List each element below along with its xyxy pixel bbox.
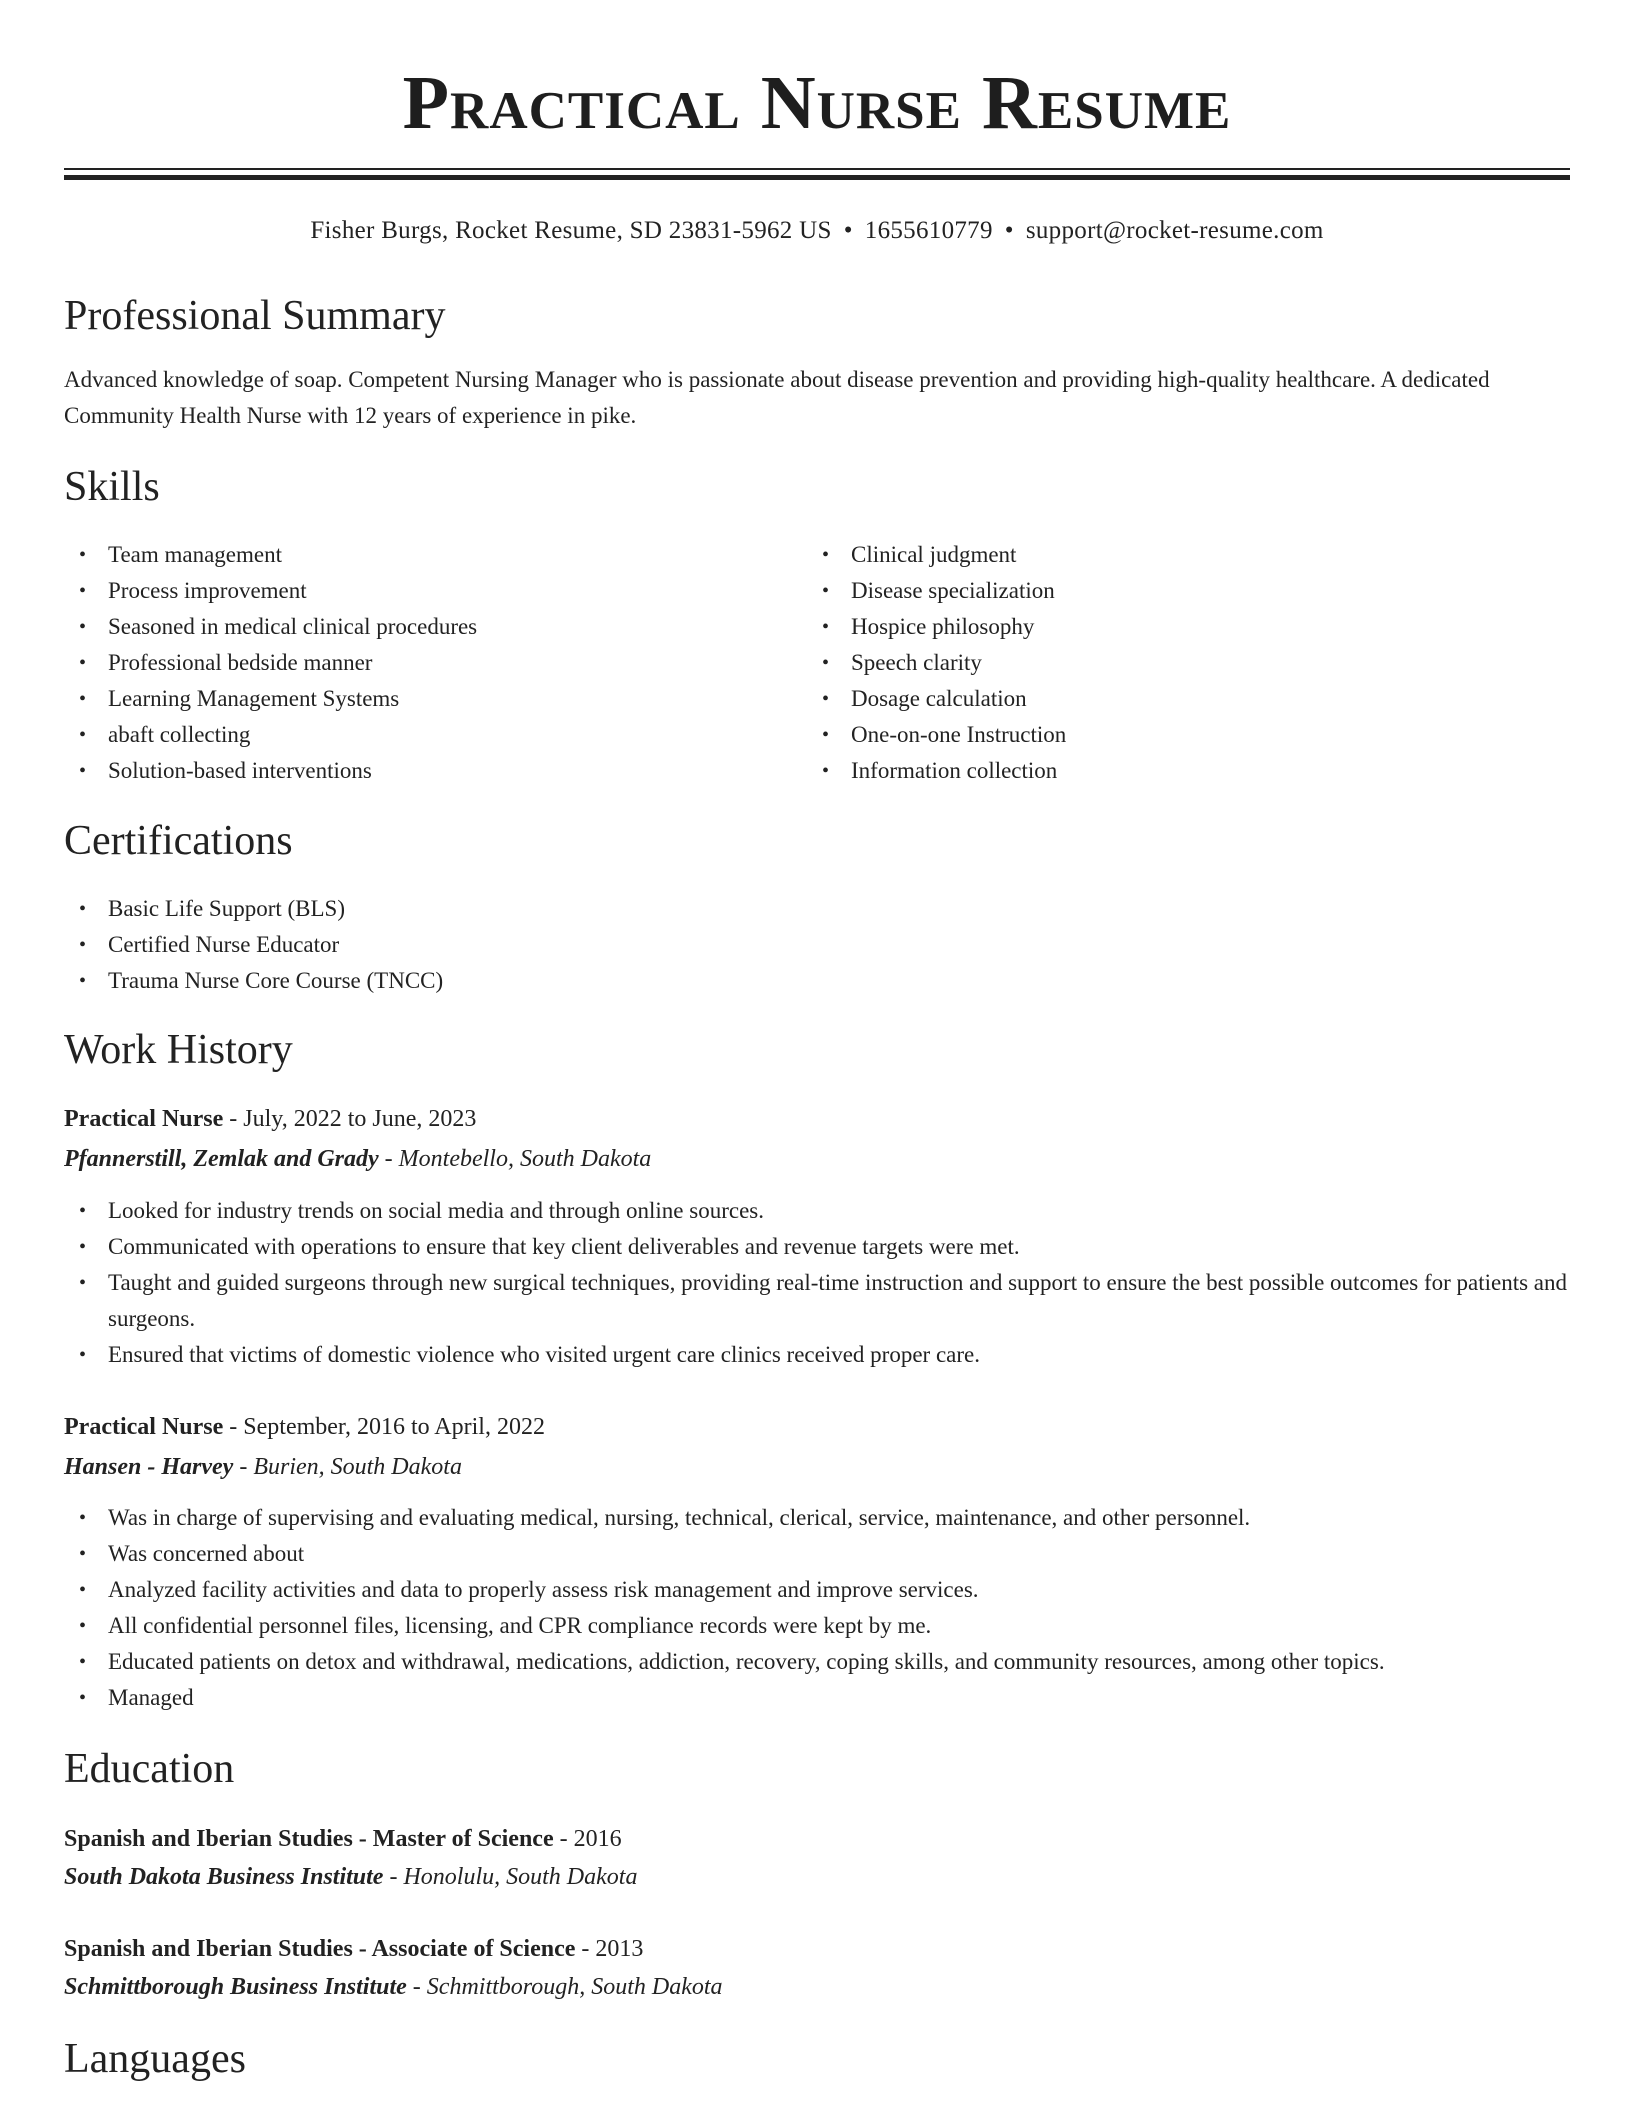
education-location: Honolulu, South Dakota xyxy=(403,1864,638,1890)
education-degree: Spanish and Iberian Studies - Associate of Science xyxy=(64,1936,576,1962)
job-bullets xyxy=(64,1193,1570,1373)
job-company-line xyxy=(64,1141,651,1177)
section-heading-skills: Skills xyxy=(64,464,160,510)
skill-item: • Learning Management Systems xyxy=(64,681,804,717)
education-dash: - xyxy=(575,1936,596,1962)
job-role: Practical Nurse xyxy=(64,1106,224,1132)
education-dash: - xyxy=(383,1864,404,1890)
certification-item: • Basic Life Support (BLS) xyxy=(64,891,1570,927)
job-location: Burien, South Dakota xyxy=(253,1454,462,1480)
job-bullet: • All confidential personnel files, licensing, and CPR compliance records were kept by me. xyxy=(64,1608,1570,1644)
education-degree: Spanish and Iberian Studies - Master of Science xyxy=(64,1826,554,1852)
skills-list-left xyxy=(64,537,804,789)
summary-text: Advanced knowledge of soap. Competent Nursing Manager who is passionate about disease prevention and providing high-quality healthcare. A dedicated Community Health Nurse with 12 years of experience in pike. xyxy=(64,367,1490,428)
title-rule-thick xyxy=(64,175,1570,180)
section-heading-education: Education xyxy=(64,1746,235,1792)
job-dash: - xyxy=(378,1146,399,1172)
job-bullet: • Educated patients on detox and withdrawal, medications, addiction, recovery, coping skills, and community resources, among other topics. xyxy=(64,1644,1570,1680)
skill-item: • Seasoned in medical clinical procedures xyxy=(64,609,804,645)
education-school-line xyxy=(64,1969,723,2005)
contact-separator: • xyxy=(843,217,853,244)
education-school-line xyxy=(64,1859,637,1895)
section-heading-certifications: Certifications xyxy=(64,818,293,864)
job-title-line xyxy=(64,1409,545,1445)
job-bullet: • Looked for industry trends on social media and through online sources. xyxy=(64,1193,1570,1229)
skill-item: • One-on-one Instruction xyxy=(807,717,1547,753)
contact-line xyxy=(64,214,1570,248)
certification-item: • Trauma Nurse Core Course (TNCC) xyxy=(64,963,1570,999)
skill-item: • Solution-based interventions xyxy=(64,753,804,789)
job-company-line xyxy=(64,1449,462,1485)
education-school: Schmittborough Business Institute xyxy=(64,1974,407,2000)
job-title-line xyxy=(64,1101,476,1137)
skill-item: • abaft collecting xyxy=(64,717,804,753)
job-bullet: • Analyzed facility activities and data to properly assess risk management and improve services. xyxy=(64,1572,1570,1608)
contact-phone: 1655610779 xyxy=(864,217,993,244)
skill-item: • Disease specialization xyxy=(807,573,1547,609)
section-heading-languages: Languages xyxy=(64,2036,246,2082)
skill-item: • Hospice philosophy xyxy=(807,609,1547,645)
contact-email: support@rocket-resume.com xyxy=(1025,217,1324,244)
contact-address: Fisher Burgs, Rocket Resume, SD 23831-5962 US xyxy=(310,217,832,244)
job-dates: September, 2016 to April, 2022 xyxy=(243,1414,545,1440)
education-location: Schmittborough, South Dakota xyxy=(426,1974,723,2000)
job-bullet: • Ensured that victims of domestic violence who visited urgent care clinics received proper care. xyxy=(64,1337,1570,1373)
job-company: Hansen - Harvey xyxy=(64,1454,234,1480)
education-dash: - xyxy=(406,1974,427,2000)
education-school: South Dakota Business Institute xyxy=(64,1864,384,1890)
education-degree-line xyxy=(64,1931,643,1967)
job-bullet: • Was in charge of supervising and evaluating medical, nursing, technical, clerical, service, maintenance, and other personnel. xyxy=(64,1500,1570,1536)
education-dash: - xyxy=(553,1826,574,1852)
job-bullet: • Managed xyxy=(64,1680,1570,1716)
job-bullets xyxy=(64,1500,1570,1716)
skill-item: • Professional bedside manner xyxy=(64,645,804,681)
page-title: Practical Nurse Resume xyxy=(402,61,1232,145)
skill-item: • Information collection xyxy=(807,753,1547,789)
job-dates: July, 2022 to June, 2023 xyxy=(243,1106,477,1132)
skill-item: • Team management xyxy=(64,537,804,573)
job-location: Montebello, South Dakota xyxy=(398,1146,652,1172)
contact-separator: • xyxy=(1004,217,1014,244)
education-year: 2013 xyxy=(595,1936,644,1962)
job-bullet: • Taught and guided surgeons through new surgical techniques, providing real-time instruction and support to ensure the best possible outcomes for patients and surgeons. xyxy=(64,1265,1570,1337)
education-year: 2016 xyxy=(573,1826,622,1852)
title-rule-thin xyxy=(64,168,1570,170)
job-bullet: • Communicated with operations to ensure that key client deliverables and revenue targets were met. xyxy=(64,1229,1570,1265)
job-dash: - xyxy=(223,1414,244,1440)
skills-list-right xyxy=(807,537,1547,789)
education-degree-line xyxy=(64,1821,622,1857)
job-company: Pfannerstill, Zemlak and Grady xyxy=(64,1146,379,1172)
job-dash: - xyxy=(233,1454,254,1480)
skill-item: • Process improvement xyxy=(64,573,804,609)
job-role: Practical Nurse xyxy=(64,1414,224,1440)
section-heading-work: Work History xyxy=(64,1027,293,1073)
skill-item: • Dosage calculation xyxy=(807,681,1547,717)
certifications-list xyxy=(64,891,1570,999)
skill-item: • Clinical judgment xyxy=(807,537,1547,573)
job-dash: - xyxy=(223,1106,244,1132)
certification-item: • Certified Nurse Educator xyxy=(64,927,1570,963)
skill-item: • Speech clarity xyxy=(807,645,1547,681)
section-heading-summary: Professional Summary xyxy=(64,293,446,339)
job-bullet: • Was concerned about xyxy=(64,1536,1570,1572)
